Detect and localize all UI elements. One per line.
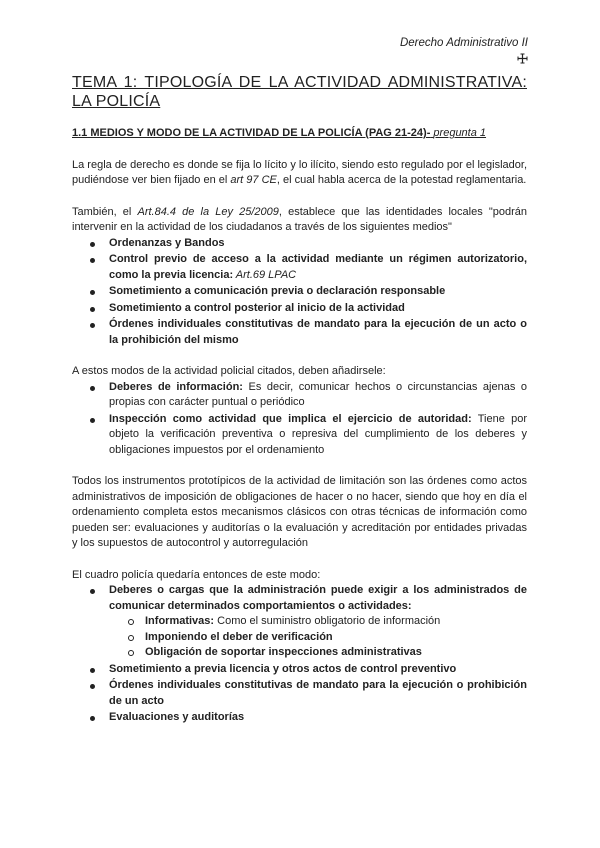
section-heading-note: pregunta 1 [433,127,487,139]
list-item: Deberes de información: Es decir, comunicar hechos o circunstancias ajenas o propias con carácter puntual o periódico [109,380,527,411]
list-item: Sometimiento a comunicación previa o declaración responsable [109,284,527,300]
list-item: Sometimiento a previa licencia y otros actos de control preventivo [109,662,527,678]
list-item: Inspección como actividad que implica el ejercicio de autoridad: Tiene por objeto la verificación preventiva o represiva del cumplimiento de los deberes y obligaciones impuestos por el ordenamiento [109,412,527,459]
paragraph-cuadro: El cuadro policía quedaría entonces de este modo: [72,568,321,581]
deberes-list [72,380,527,459]
paragraph-regla: La regla de derecho es donde se fija lo lícito y lo ilícito, siendo esto regulado por el legislador, pudiéndose ver bien fijado en el art 97 CE, el cual habla acerca de la potestad reglamentaria. [72,158,527,186]
sub-list-item: Imponiendo el deber de verificación [145,630,527,646]
sub-list-item: Informativas: Como el suministro obligatorio de información [145,614,527,630]
list-item: Sometimiento a control posterior al inicio de la actividad [109,301,527,317]
paragraph-ley: También, el Art.84.4 de la Ley 25/2009, establece que las identidades locales "podrán intervenir en la actividad de los ciudadanos a través de los siguientes medios" [72,205,528,233]
sub-list [109,614,527,661]
list-item: Deberes o cargas que la administración puede exigir a los administrados de comunicar determinados comportamientos o actividades: Informativas: Como el suministro obligatorio de información Imponiendo el deber de verificación Obligación de soportar inspecciones administrativas [109,583,527,661]
list-item: Ordenanzas y Bandos [109,236,527,252]
list-item: Control previo de acceso a la actividad mediante un régimen autorizatorio, como la previa licencia: Art.69 LPAC [109,252,527,283]
sub-list-item: Obligación de soportar inspecciones administrativas [145,645,527,661]
paragraph-modos: A estos modos de la actividad policial citados, deben añadirsele: [72,365,386,377]
page-title: TEMA 1: TIPOLOGÍA DE LA ACTIVIDAD ADMINISTRATIVA: LA POLICÍA [72,74,527,110]
ref-ley: Art.84.4 de la Ley 25/2009 [137,205,279,218]
document-body [72,73,527,727]
document-header: Derecho Administrativo II [399,37,528,49]
list-item: Órdenes individuales constitutivas de mandato para la ejecución de un acto o la prohibición del mismo [109,317,527,348]
list-item: Órdenes individuales constitutivas de mandato para la ejecución o prohibición de un acto [109,678,527,709]
ref-art97: art 97 CE [230,174,277,186]
cross-icon [517,53,528,64]
medios-list [72,236,527,349]
paragraph-instrumentos: Todos los instrumentos prototípicos de la actividad de limitación son las órdenes como actos administrativos de imposición de obligaciones de hacer o no hacer, siendo que hoy en día el ordenamiento completa estos mecanismos clásicos con otras técnicas de información como pueden ser: evaluaciones y auditorías o la evaluación y acreditación por entidades privadas y los supuestos de autocontrol y autorregulación [72,475,527,549]
section-heading-text: 1.1 MEDIOS Y MODO DE LA ACTIVIDAD DE LA POLICÍA (PAG 21-24)- [72,127,431,139]
list-item: Evaluaciones y auditorías [109,710,527,726]
section-heading [72,126,527,142]
cuadro-list [72,583,527,726]
